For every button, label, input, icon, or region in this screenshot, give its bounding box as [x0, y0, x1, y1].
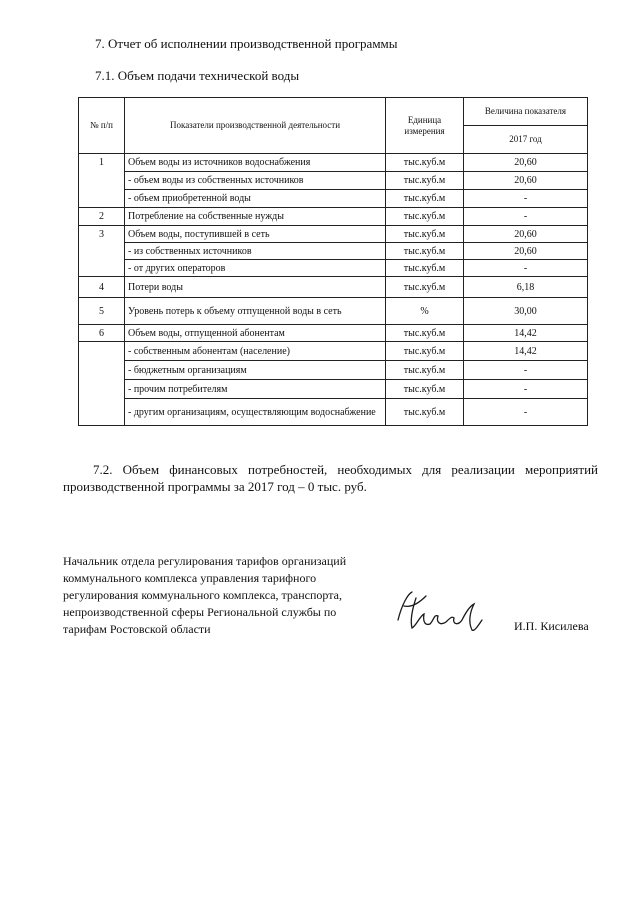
table-row	[79, 325, 588, 342]
row-value: -	[464, 260, 588, 277]
row-unit: тыс.куб.м	[386, 154, 464, 172]
row-indicator: - объем воды из собственных источников	[125, 172, 386, 190]
row-number: 6	[79, 325, 125, 342]
row-value: 20,60	[464, 243, 588, 260]
row-value: 30,00	[464, 298, 588, 325]
table-body	[79, 154, 588, 426]
signer-name: И.П. Кисилева	[514, 619, 589, 633]
row-unit: тыс.куб.м	[386, 342, 464, 361]
row-value: 20,60	[464, 172, 588, 190]
table-row	[79, 154, 588, 172]
table-row	[79, 298, 588, 325]
section-7-2-paragraph: 7.2. Объем финансовых потребностей, необходимых для реализации мероприятий производственной программы за 2017 год – 0 тыс. руб.	[63, 462, 598, 494]
section-7-title: 7. Отчет об исполнении производственной программы	[95, 36, 398, 51]
row-unit: тыс.куб.м	[386, 325, 464, 342]
row-value: -	[464, 208, 588, 226]
row-value: 14,42	[464, 342, 588, 361]
row-number: 4	[79, 277, 125, 298]
row-indicator: - прочим потребителям	[125, 380, 386, 399]
row-indicator: Потери воды	[125, 277, 386, 298]
row-unit: тыс.куб.м	[386, 277, 464, 298]
row-number: 2	[79, 208, 125, 226]
row-value: -	[464, 399, 588, 426]
header-num: № п/п	[79, 98, 125, 154]
row-indicator: Уровень потерь к объему отпущенной воды в сеть	[125, 298, 386, 325]
row-value: 14,42	[464, 325, 588, 342]
header-indicator: Показатели производственной деятельности	[125, 98, 386, 154]
row-indicator: - объем приобретенной воды	[125, 190, 386, 208]
row-number: 3	[79, 226, 125, 277]
row-indicator: Объем воды, отпущенной абонентам	[125, 325, 386, 342]
water-supply-table	[78, 97, 588, 426]
row-unit: %	[386, 298, 464, 325]
table-row	[79, 361, 588, 380]
row-value: -	[464, 361, 588, 380]
header-year: 2017 год	[464, 126, 588, 154]
row-unit: тыс.куб.м	[386, 190, 464, 208]
row-unit: тыс.куб.м	[386, 260, 464, 277]
row-unit: тыс.куб.м	[386, 399, 464, 426]
row-value: -	[464, 190, 588, 208]
table-row	[79, 172, 588, 190]
row-unit: тыс.куб.м	[386, 226, 464, 243]
header-value: Величина показателя	[464, 98, 588, 126]
row-value: 20,60	[464, 226, 588, 243]
row-indicator: Потребление на собственные нужды	[125, 208, 386, 226]
position-line: коммунального комплекса управления тарифного	[63, 571, 317, 585]
row-indicator: - из собственных источников	[125, 243, 386, 260]
position-line: непроизводственной сферы Региональной службы по	[63, 605, 337, 619]
row-indicator: - от других операторов	[125, 260, 386, 277]
row-unit: тыс.куб.м	[386, 208, 464, 226]
row-number-empty	[79, 342, 125, 426]
signer-position	[63, 553, 393, 638]
row-number: 5	[79, 298, 125, 325]
table-row	[79, 226, 588, 243]
row-value: 20,60	[464, 154, 588, 172]
table-row	[79, 380, 588, 399]
position-line: Начальник отдела регулирования тарифов организаций	[63, 554, 347, 568]
row-unit: тыс.куб.м	[386, 361, 464, 380]
row-value: -	[464, 380, 588, 399]
table-row	[79, 208, 588, 226]
row-indicator: Объем воды, поступившей в сеть	[125, 226, 386, 243]
table-row	[79, 243, 588, 260]
table-row	[79, 190, 588, 208]
row-value: 6,18	[464, 277, 588, 298]
handwritten-signature	[390, 586, 490, 636]
row-number: 1	[79, 154, 125, 208]
table-row	[79, 399, 588, 426]
row-unit: тыс.куб.м	[386, 172, 464, 190]
row-indicator: - бюджетным организациям	[125, 361, 386, 380]
row-unit: тыс.куб.м	[386, 380, 464, 399]
row-indicator: - другим организациям, осуществляющим водоснабжение	[125, 399, 386, 426]
table-row	[79, 342, 588, 361]
row-unit: тыс.куб.м	[386, 243, 464, 260]
header-unit: Единица измерения	[386, 98, 464, 154]
section-7-1-title: 7.1. Объем подачи технической воды	[95, 68, 300, 83]
position-line: регулирования коммунального комплекса, транспорта,	[63, 588, 342, 602]
row-indicator: Объем воды из источников водоснабжения	[125, 154, 386, 172]
row-indicator: - собственным абонентам (население)	[125, 342, 386, 361]
position-line: тарифам Ростовской области	[63, 622, 211, 636]
table-row	[79, 277, 588, 298]
table-row	[79, 260, 588, 277]
